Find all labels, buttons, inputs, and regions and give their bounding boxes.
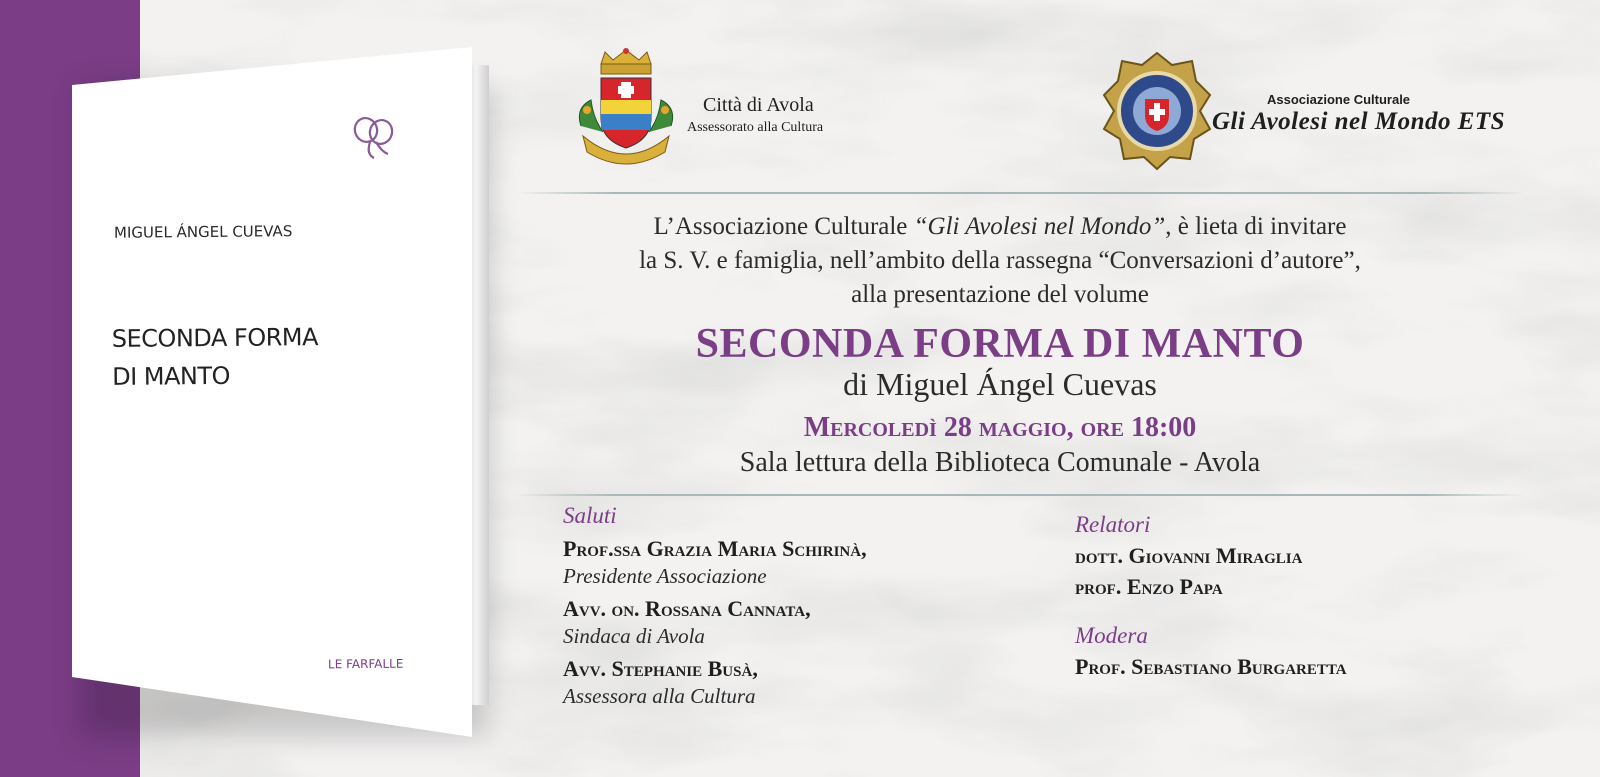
association-name: Gli Avolesi nel Mondo ETS	[1212, 108, 1506, 135]
avola-coat-of-arms-icon	[573, 48, 679, 172]
city-name: Città di Avola	[703, 94, 814, 116]
saluti-role-3: Assessora alla Cultura	[563, 684, 756, 708]
invitation-line1-post: , è lieta di invitare	[1165, 213, 1347, 240]
book-cover-image	[72, 47, 492, 737]
saluti-person-2: Avv. on. Rossana Cannata,	[563, 596, 811, 621]
relatori-person-1: dott. Giovanni Miraglia	[1075, 543, 1303, 568]
relatori-person-2: prof. Enzo Papa	[1075, 574, 1223, 599]
invitation-text	[510, 210, 1490, 312]
book-author: MIGUEL ÁNGEL CUEVAS	[113, 222, 293, 242]
book-title-line1: SECONDA FORMA	[111, 323, 319, 353]
association-gear-logo-icon	[1102, 51, 1212, 171]
invitation-line1-pre: L’Associazione Culturale	[653, 213, 914, 240]
top-divider	[515, 192, 1525, 194]
modera-person: Prof. Sebastiano Burgaretta	[1075, 654, 1347, 679]
city-department: Assessorato alla Cultura	[687, 120, 824, 135]
event-date: Mercoledì 28 maggio, ore 18:00	[803, 412, 1197, 443]
book-title-line2: DI MANTO	[112, 361, 231, 391]
butterfly-logo-icon	[352, 112, 396, 162]
event-author: di Miguel Ángel Cuevas	[843, 366, 1157, 402]
event-book-title: SECONDA FORMA DI MANTO	[695, 321, 1305, 367]
invitation-line1	[510, 210, 1490, 244]
saluti-role-2: Sindaca di Avola	[563, 624, 705, 648]
book-series: LE FARFALLE	[327, 656, 404, 672]
saluti-person-3: Avv. Stephanie Busà,	[563, 656, 758, 681]
middle-divider	[515, 494, 1525, 496]
invitation-line3: alla presentazione del volume	[851, 281, 1149, 308]
relatori-heading: Relatori	[1075, 512, 1151, 537]
event-place: Sala lettura della Biblioteca Comunale - Avola	[739, 447, 1261, 478]
book-title	[112, 318, 319, 396]
association-label: Associazione Culturale	[1267, 92, 1411, 107]
saluti-heading: Saluti	[563, 503, 617, 528]
saluti-role-1: Presidente Associazione	[563, 564, 767, 588]
invitation-line2: la S. V. e famiglia, nell’ambito della rassegna “Conversazioni d’autore”,	[639, 247, 1361, 274]
saluti-person-1: Prof.ssa Grazia Maria Schirinà,	[563, 536, 867, 561]
modera-heading: Modera	[1075, 623, 1148, 648]
association-quoted-name: “Gli Avolesi nel Mondo”	[913, 213, 1166, 240]
